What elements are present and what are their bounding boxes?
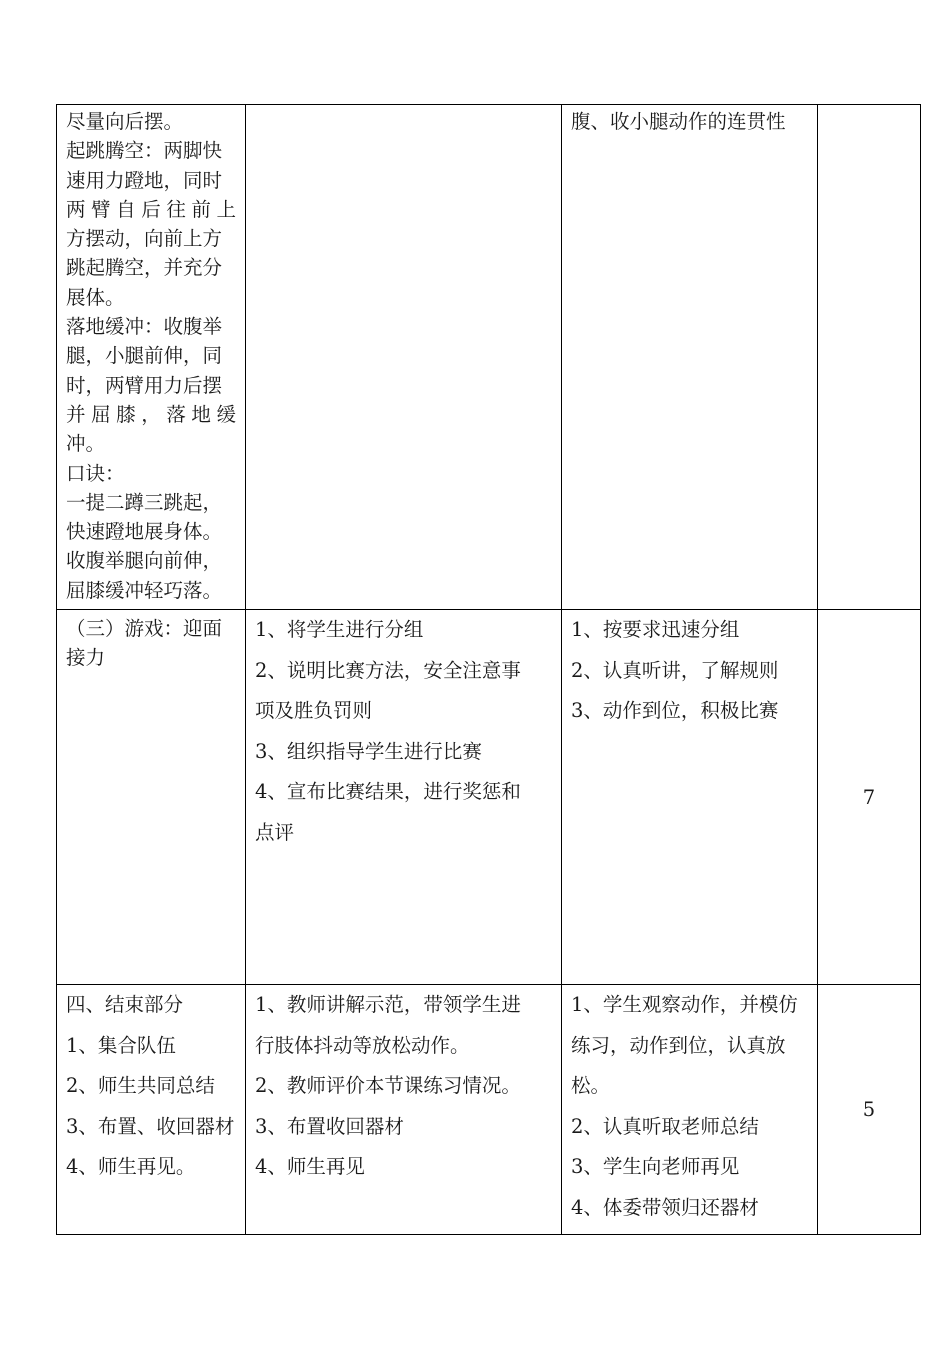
student-line: 3、学生向老师再见 — [571, 1155, 740, 1179]
content-cell — [57, 610, 246, 985]
content-line: 2、师生共同总结 — [66, 1074, 215, 1098]
teacher-activity-cell — [246, 985, 562, 1235]
student-line: 腹、收小腿动作的连贯性 — [571, 110, 786, 133]
content-line: 1、集合队伍 — [66, 1033, 176, 1057]
content-line: 并屈膝，落地缓 — [66, 402, 236, 426]
teacher-line: 3、布置收回器材 — [255, 1114, 404, 1138]
lesson-plan-table — [56, 104, 921, 1235]
teacher-line: 2、说明比赛方法，安全注意事 — [255, 658, 521, 682]
content-line: 腿，小腿前伸，同 — [66, 344, 223, 368]
content-line: 四、结束部分 — [66, 993, 184, 1017]
teacher-line: 1、教师讲解示范，带领学生进 — [255, 993, 521, 1017]
content-cell — [57, 105, 246, 610]
student-line: 松。 — [571, 1074, 611, 1098]
content-line: 一提二蹲三跳起， — [66, 490, 223, 514]
teacher-line: 点评 — [255, 820, 295, 844]
content-line: 落地缓冲：收腹举 — [66, 315, 223, 339]
student-activity-cell — [562, 610, 818, 985]
content-line: 展体。 — [66, 285, 125, 309]
time-cell: 7 — [818, 610, 921, 985]
content-line: 3、布置、收回器材 — [66, 1114, 235, 1138]
table-row — [57, 985, 921, 1235]
content-line: 屈膝缓冲轻巧落。 — [66, 578, 223, 602]
table-row — [57, 610, 921, 985]
student-activity-cell — [562, 105, 818, 610]
student-line: 练习，动作到位，认真放 — [571, 1033, 786, 1057]
content-line: 冲。 — [66, 432, 106, 456]
student-line: 2、认真听取老师总结 — [571, 1114, 759, 1138]
content-line: 4、师生再见。 — [66, 1155, 196, 1179]
content-line: 跳起腾空，并充分 — [66, 256, 223, 280]
teacher-line: 项及胜负罚则 — [255, 699, 373, 723]
student-activity-cell — [562, 985, 818, 1235]
teacher-line: 4、师生再见 — [255, 1155, 365, 1179]
teacher-line: 2、教师评价本节课练习情况。 — [255, 1074, 521, 1098]
content-line: 两臂自后往前上 — [66, 197, 236, 221]
time-cell — [818, 105, 921, 610]
teacher-activity-cell — [246, 610, 562, 985]
student-line: 2、认真听讲，了解规则 — [571, 658, 779, 682]
teacher-line: 1、将学生进行分组 — [255, 618, 424, 642]
teacher-line: 4、宣布比赛结果，进行奖惩和 — [255, 780, 521, 804]
student-line: 1、按要求迅速分组 — [571, 618, 740, 642]
content-line: 时，两臂用力后摆 — [66, 373, 223, 397]
table-row — [57, 105, 921, 610]
content-cell — [57, 985, 246, 1235]
teacher-line: 行肢体抖动等放松动作。 — [255, 1033, 470, 1057]
content-line: 口诀： — [66, 461, 125, 485]
student-line: 3、动作到位，积极比赛 — [571, 699, 779, 723]
student-line: 4、体委带领归还器材 — [571, 1195, 759, 1219]
teacher-line: 3、组织指导学生进行比赛 — [255, 739, 482, 763]
teacher-activity-cell — [246, 105, 562, 610]
time-cell: 5 — [818, 985, 921, 1235]
content-line: 快速蹬地展身体。 — [66, 520, 223, 544]
content-line: （三）游戏：迎面 — [66, 617, 223, 641]
content-line: 速用力蹬地，同时 — [66, 168, 223, 192]
content-line: 起跳腾空：两脚快 — [66, 139, 223, 163]
content-line: 收腹举腿向前伸， — [66, 549, 223, 573]
content-line: 接力 — [66, 646, 106, 670]
student-line: 1、学生观察动作，并模仿 — [571, 993, 798, 1017]
content-line: 尽量向后摆。 — [66, 110, 184, 133]
content-line: 方摆动，向前上方 — [66, 227, 223, 251]
